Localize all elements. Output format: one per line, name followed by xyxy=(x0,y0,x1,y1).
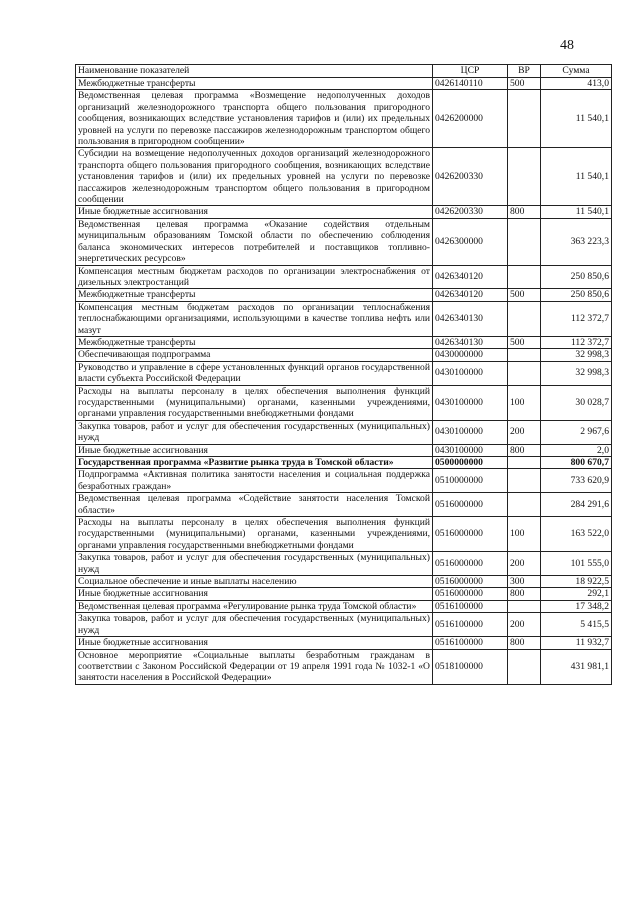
cell-code: 0516100000 xyxy=(433,613,508,637)
cell-sum: 11 932,7 xyxy=(541,637,612,649)
table-header-row xyxy=(76,65,612,78)
cell-name: Закупка товаров, работ и услуг для обеспечения государственных (муниципальных) нужд xyxy=(76,552,433,576)
table-row xyxy=(76,148,612,206)
cell-code: 0426340130 xyxy=(433,336,508,348)
cell-vr: 800 xyxy=(508,444,541,456)
cell-code: 0516100000 xyxy=(433,637,508,649)
cell-sum: 32 998,3 xyxy=(541,361,612,385)
cell-sum: 32 998,3 xyxy=(541,349,612,361)
table-row xyxy=(76,588,612,600)
cell-vr xyxy=(508,649,541,684)
cell-name: Компенсация местным бюджетам расходов по организации теплоснабжения теплоснабжающими организациями, использующими в качестве топлива нефть или мазут xyxy=(76,301,433,336)
cell-vr xyxy=(508,148,541,206)
cell-name: Компенсация местным бюджетам расходов по организации электроснабжения от дизельных электростанций xyxy=(76,265,433,289)
table-row xyxy=(76,301,612,336)
cell-vr: 500 xyxy=(508,78,541,90)
cell-sum: 2,0 xyxy=(541,444,612,456)
cell-sum: 163 522,0 xyxy=(541,517,612,552)
cell-name: Межбюджетные трансферты xyxy=(76,336,433,348)
cell-sum: 17 348,2 xyxy=(541,600,612,612)
cell-name: Субсидии на возмещение недополученных доходов организаций железнодорожного транспорта общего пользования пригородного сообщения, возникающих вследствие установления тарифов и (или) их предельных уровней на услуги по перевозке пассажиров железнодорожным транспортом общего пользования в пригородном сообщении xyxy=(76,148,433,206)
table-row xyxy=(76,218,612,265)
cell-code: 0516000000 xyxy=(433,588,508,600)
cell-code: 0516100000 xyxy=(433,600,508,612)
cell-code: 0426200330 xyxy=(433,206,508,218)
cell-code: 0426340130 xyxy=(433,301,508,336)
cell-sum: 284 291,6 xyxy=(541,493,612,517)
cell-name: Руководство и управление в сфере установленных функций органов государственной власти субъекта Российской Федерации xyxy=(76,361,433,385)
table-body xyxy=(76,78,612,685)
cell-sum: 5 415,5 xyxy=(541,613,612,637)
table-row xyxy=(76,444,612,456)
cell-code: 0426340120 xyxy=(433,265,508,289)
cell-code: 0430000000 xyxy=(433,349,508,361)
cell-name: Закупка товаров, работ и услуг для обеспечения государственных (муниципальных) нужд xyxy=(76,613,433,637)
cell-vr xyxy=(508,301,541,336)
cell-vr: 200 xyxy=(508,613,541,637)
cell-name: Обеспечивающая подпрограмма xyxy=(76,349,433,361)
cell-name: Ведомственная целевая программа «Оказание содействия отдельным муниципальным образованиям Томской области по обеспечению соблюдения баланса экономических интересов потребителей и поставщиков топливно-энергетических ресурсов» xyxy=(76,218,433,265)
cell-code: 0500000000 xyxy=(433,457,508,469)
cell-vr: 200 xyxy=(508,420,541,444)
cell-code: 0426300000 xyxy=(433,218,508,265)
cell-code: 0510000000 xyxy=(433,469,508,493)
cell-sum: 18 922,5 xyxy=(541,576,612,588)
table-row xyxy=(76,289,612,301)
cell-name: Расходы на выплаты персоналу в целях обеспечения выполнения функций государственными (муниципальными) органами, казенными учреждениями, органами управления государственными внебюджетными фондами xyxy=(76,517,433,552)
cell-code: 0430100000 xyxy=(433,420,508,444)
cell-sum: 413,0 xyxy=(541,78,612,90)
cell-sum: 112 372,7 xyxy=(541,301,612,336)
cell-vr: 500 xyxy=(508,336,541,348)
cell-sum: 431 981,1 xyxy=(541,649,612,684)
cell-vr: 100 xyxy=(508,385,541,420)
table-row xyxy=(76,576,612,588)
cell-code: 0426140110 xyxy=(433,78,508,90)
cell-vr: 800 xyxy=(508,588,541,600)
cell-vr xyxy=(508,600,541,612)
cell-sum: 112 372,7 xyxy=(541,336,612,348)
table-row xyxy=(76,613,612,637)
cell-code: 0426200330 xyxy=(433,148,508,206)
table-row xyxy=(76,457,612,469)
cell-name: Иные бюджетные ассигнования xyxy=(76,444,433,456)
cell-sum: 250 850,6 xyxy=(541,289,612,301)
cell-sum: 101 555,0 xyxy=(541,552,612,576)
table-row xyxy=(76,336,612,348)
cell-sum: 800 670,7 xyxy=(541,457,612,469)
table-row xyxy=(76,420,612,444)
cell-code: 0430100000 xyxy=(433,444,508,456)
cell-name: Расходы на выплаты персоналу в целях обеспечения выполнения функций государственными (муниципальными) органами, казенными учреждениями, органами управления государственными внебюджетными фондами xyxy=(76,385,433,420)
cell-vr: 800 xyxy=(508,206,541,218)
cell-vr: 100 xyxy=(508,517,541,552)
cell-code: 0516000000 xyxy=(433,552,508,576)
cell-vr: 800 xyxy=(508,637,541,649)
table-row xyxy=(76,349,612,361)
table-row xyxy=(76,78,612,90)
cell-vr: 300 xyxy=(508,576,541,588)
cell-sum: 11 540,1 xyxy=(541,90,612,148)
cell-name: Подпрограмма «Активная политика занятости населения и социальная поддержка безработных граждан» xyxy=(76,469,433,493)
cell-code: 0426340120 xyxy=(433,289,508,301)
cell-vr xyxy=(508,457,541,469)
table-row xyxy=(76,90,612,148)
cell-sum: 733 620,9 xyxy=(541,469,612,493)
column-header-name: Наименование показателей xyxy=(76,65,433,78)
cell-name: Ведомственная целевая программа «Регулирование рынка труда Томской области» xyxy=(76,600,433,612)
cell-name: Ведомственная целевая программа «Содействие занятости населения Томской области» xyxy=(76,493,433,517)
table-row xyxy=(76,517,612,552)
table-row xyxy=(76,637,612,649)
table-row xyxy=(76,552,612,576)
cell-vr: 500 xyxy=(508,289,541,301)
cell-sum: 30 028,7 xyxy=(541,385,612,420)
cell-vr xyxy=(508,90,541,148)
column-header-sum: Сумма xyxy=(541,65,612,78)
table-row xyxy=(76,206,612,218)
table-row xyxy=(76,600,612,612)
cell-vr xyxy=(508,349,541,361)
table-row xyxy=(76,265,612,289)
cell-name: Ведомственная целевая программа «Возмещение недополученных доходов организаций железнодорожного транспорта общего пользования пригородного сообщения, возникающих вследствие установления тарифов и (или) их предельных уровней на услуги по перевозке пассажиров железнодорожным транспортом общего пользования в пригородном сообщении» xyxy=(76,90,433,148)
cell-code: 0516000000 xyxy=(433,517,508,552)
cell-vr xyxy=(508,361,541,385)
cell-name: Государственная программа «Развитие рынка труда в Томской области» xyxy=(76,457,433,469)
cell-name: Иные бюджетные ассигнования xyxy=(76,206,433,218)
cell-name: Иные бюджетные ассигнования xyxy=(76,637,433,649)
cell-name: Основное мероприятие «Социальные выплаты безработным гражданам в соответствии с Законом Российской Федерации от 19 апреля 1991 года № 1032-1 «О занятости населения в Российской Федерации» xyxy=(76,649,433,684)
budget-table xyxy=(75,64,612,685)
cell-vr xyxy=(508,265,541,289)
cell-sum: 2 967,6 xyxy=(541,420,612,444)
cell-sum: 250 850,6 xyxy=(541,265,612,289)
cell-code: 0518100000 xyxy=(433,649,508,684)
table-row xyxy=(76,649,612,684)
column-header-vr: ВР xyxy=(508,65,541,78)
cell-code: 0426200000 xyxy=(433,90,508,148)
cell-sum: 11 540,1 xyxy=(541,206,612,218)
cell-sum: 292,1 xyxy=(541,588,612,600)
table-row xyxy=(76,493,612,517)
cell-sum: 363 223,3 xyxy=(541,218,612,265)
cell-vr: 200 xyxy=(508,552,541,576)
cell-name: Закупка товаров, работ и услуг для обеспечения государственных (муниципальных) нужд xyxy=(76,420,433,444)
table-row xyxy=(76,385,612,420)
cell-vr xyxy=(508,469,541,493)
cell-name: Межбюджетные трансферты xyxy=(76,78,433,90)
cell-vr xyxy=(508,218,541,265)
page-number: 48 xyxy=(560,38,574,53)
cell-code: 0430100000 xyxy=(433,385,508,420)
table-row xyxy=(76,469,612,493)
cell-code: 0516000000 xyxy=(433,576,508,588)
column-header-code: ЦСР xyxy=(433,65,508,78)
cell-vr xyxy=(508,493,541,517)
cell-sum: 11 540,1 xyxy=(541,148,612,206)
cell-name: Социальное обеспечение и иные выплаты населению xyxy=(76,576,433,588)
cell-code: 0430100000 xyxy=(433,361,508,385)
cell-name: Межбюджетные трансферты xyxy=(76,289,433,301)
cell-code: 0516000000 xyxy=(433,493,508,517)
cell-name: Иные бюджетные ассигнования xyxy=(76,588,433,600)
table-row xyxy=(76,361,612,385)
